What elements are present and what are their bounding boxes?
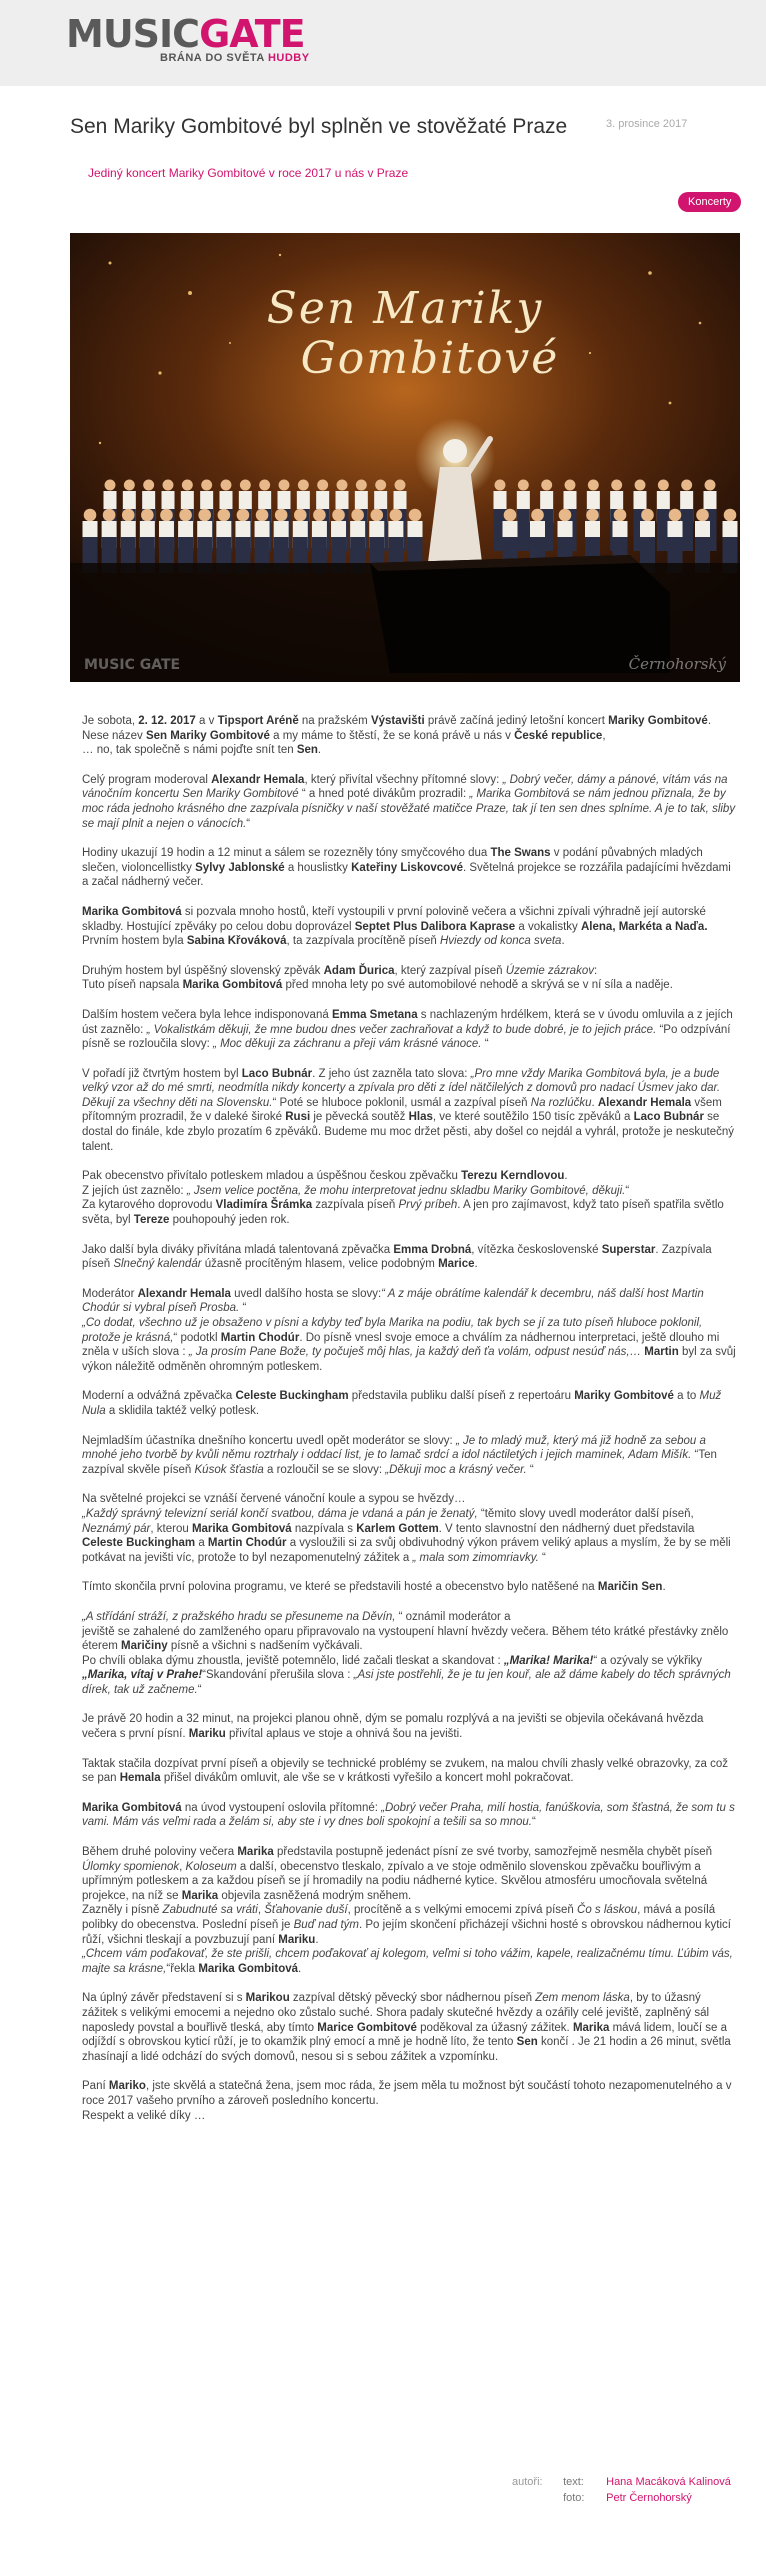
choir-singer-head (409, 509, 422, 522)
photographer-link[interactable]: Petr Černohorský (606, 2492, 692, 2504)
choir-singer-head (588, 480, 599, 491)
choir-singer-head (256, 509, 269, 522)
choir-singer-head (565, 480, 576, 491)
choir-singer-head (179, 509, 192, 522)
choir-singer-head (495, 480, 506, 491)
choir-singer-head (611, 480, 622, 491)
concert-photo-illustration (70, 233, 740, 682)
piano (370, 555, 670, 673)
choir-singer-head (163, 480, 174, 491)
choir-singer-head (541, 480, 552, 491)
paragraph: Dalším hostem večera byla lehce indisponovaná Emma Smetana s nachlazeným hrdélkem, která se v úvodu omluvila a z jejích úst zaznělo: „ Vokalistkám děkuji, že mne budou dnes večer zachraňovat a když to bude dobré, je to jejich práce. “Po odzpívání písně se rozloučila slovy: „ Moc děkuji za záchranu a přeji vám krásné vánoce. “ (82, 1008, 733, 1051)
choir-singer-head (635, 480, 646, 491)
choir-singer-vest (517, 509, 530, 551)
paragraph: Je sobota, 2. 12. 2017 a v Tipsport Aréně na pražském Výstavišti právě začíná jediný letošní koncert Mariky Gombitové. Nese název Sen Mariky Gombitové a my máme to štěstí, že se koná právě u nás v České republice, … no, tak společně s námi pojďte snít ten Sen. (82, 715, 712, 757)
choir-singer-head (332, 509, 345, 522)
choir-singer-head (356, 480, 367, 491)
paragraph: Druhým hostem byl úspěšný slovenský zpěvák Adam Ďurica, který zazpíval píseň Územie zázrakov: Tuto píseň napsala Marika Gombitová před mnoha lety po své automobilové nehodě a skrývá se v ní síla a naděje. (82, 964, 673, 992)
paragraph: Jako další byla diváky přivítána mladá talentovaná zpěvačka Emma Drobná, vítězka československé Superstar. Zazpívala píseň Slnečný kalendár úžasně procítěným hlasem, velice podobným Marice. (82, 1243, 712, 1271)
choir-singer-head (124, 480, 135, 491)
choir-singer-head (337, 480, 348, 491)
paragraph: Moderátor Alexandr Hemala uvedl dalšího hosta se slovy:“ A z máje obrátíme kalendář k decembru, náš další host Martin Chodúr si vybral píseň Prosba. “ „Co dodat, všechno už je obsaženo v písni a kdyby teď byla Marika na podiu, tak bych se jí za tuto píseň hluboce poklonil, protože je krásná,“ podotkl Martin Chodúr. Do písně vnesl svoje emoce a chválím za nádhernou interpretaci, ještě dlouho mi zněla v uších slova : „ Ja prosím Pane Bože, ty počuješ môj hlas, ja každý deň ťa volám, odpust nesúď nás,… Martin byl za svůj výkon náležitě odměněn ohromným potleskem. (82, 1287, 736, 1373)
paragraph: Na světelné projekci se vznáší červené vánoční koule a sypou se hvězdy… „Každý správný televizní seriál končí svatbou, dáma je vdaná a pán je ženatý, “těmito slovy uvedl moderátor další píseň, Neznámý pár, kterou Marika Gombitová nazpívala s Karlem Gottem. V tento slavnostní den nádherný duet představila Celeste Buckingham a Martin Chodúr a vysloužili si za svůj obdivuhodný výkon právem veliký aplaus a myslím, že by se měli potkávat na jevišti víc, protože to byl nezapomenutelný zážitek a „ mala som zimomriavky. “ (82, 1493, 731, 1564)
choir-singer-head (198, 509, 211, 522)
choir-singer-head (504, 509, 517, 522)
choir-singer-head (317, 480, 328, 491)
choir-singer-head (658, 480, 669, 491)
choir-singer-head (531, 509, 544, 522)
choir-singer-head (518, 480, 529, 491)
paragraph: Marika Gombitová si pozvala mnoho hostů, kteří vystoupili v první polovině večera a všichni zpívali výhradně její autorské skladby. Hostující zpěváky po celou dobu doprovázel Septet Plus Dalibora Kaprase a vokalistky Alena, Markéta a Naďa. Prvním hostem byla Sabina Křováková, ta zazpívala procítěně píseň Hviezdy od konca sveta. (82, 905, 708, 948)
paragraph: Celý program moderoval Alexandr Hemala, který přivítal všechny přítomné slovy: „ Dobrý večer, dámy a pánové, vítám vás na vánočním koncertu Sen Mariky Gombitové “ a hned poté divákům prozradil: „ Marika Gombitová se nám jednou přiznala, že by moc ráda jednoho krásného dne zazpívala písničky v naší stověžaté matičce Praze, tak jí ten sen dnes splníme. A je to tak, sliby se mají plnit a nejen o vánocích.“ (82, 773, 736, 830)
choir-singer-head (237, 509, 250, 522)
article-body (82, 714, 736, 2138)
paragraph: Během druhé poloviny večera Marika představila postupně jedenáct písní ze své tvorby, samozřejmě nesměla chybět píseň Úlomky spomienok, Koloseum a další, obecenstvo tleskalo, zpívalo a ve stoje odměnilo slovenskou zpěvačku bouřlivým a upřímným potleskem a za každou píseň se jí hromadily na podiu nádherné kytice. Skvělou atmosféru umocňovala světelná projekce, na níž se Marika objevila zasněžená modrým sněhem. Zazněly i písně Zabudnuté sa vráti, Šťahovanie duší, procítěně a s velkými emocemi zpívá píseň Čo s láskou, mává a posílá polibky do obecenstva. Poslední píseň je Buď nad tým. Po jejím skončení přicházejí všichni hosté s obrovskou nádhernou kyticí růží, všichni tleskají a povzbuzují paní Mariku. „Chcem vám poďakovať, že ste prišli, chcem poďakovať aj kolegom, veľmi si toho vážim, kapele, realizačnému tímu. Ľúbim vás, majte sa krásne,“řekla Marika Gombitová. (82, 1846, 733, 1975)
article-header (70, 114, 590, 140)
paragraph: Moderní a odvážná zpěvačka Celeste Buckingham představila publiku další píseň z repertoáru Mariky Gombitové a to Muž Nula a sklidila taktéž velký potlesk. (82, 1390, 722, 1417)
paragraph: V pořadí již čtvrtým hostem byl Laco Bubnár. Z jeho úst zazněla tato slova: „Pro mne vždy Marika Gombitová byla, je a bude velký vzor až do mé smrti, neodmítla nikdy koncerty a zpívala pro děti z ídel nätčilelých z domovů pro nadací Úsmev jako dar. Děkují za všechny děti na Slovensku.“ Poté se hluboce poklonil, usmál a zazpíval píseň Na rozlúčku. Alexandr Hemala všem přítomným prozradil, že v daleké široké Rusi je pěvecká soutěž Hlas, ve které soutěžilo 150 tisíc zpěváků a Laco Bubnár se dostal do finále, kde zbylo prozatím 6 zpěváků. Budeme mu moc držet pěsti, aby došel co nejdál a vyhrál, protože je neskutečný talent. (82, 1067, 735, 1153)
choir-singer-head (182, 480, 193, 491)
choir-singer-head (614, 509, 627, 522)
choir-singer-head (724, 509, 737, 522)
article-photo (70, 233, 740, 682)
credit-photo: foto: Petr Černohorský (563, 2492, 692, 2504)
choir-singer-head (390, 509, 403, 522)
paragraph: Na úplný závěr představení si s Marikou zazpíval dětský pěvecký sbor nádhernou píseň Zem menom láska, by to úžasný zážitek s velikými emocemi a nejedno oko zůstalo suché. Shora padaly skutečné hvězdy a ozářily celé jeviště, zaplněný sál naposledy povstal a bouřlivě tleská, aby tímto Marice Gombitové poděkoval za úžasný zážitek. Marika mává lidem, loučí se a odjíždí s obrovskou kyticí růží, je to okamžik plný emocí a mně je hodně líto, že tento Sen končí . Je 21 hodin a 26 minut, světla zhasínají a lidé odchází do svých domovů, nesou si s sebou zážitek a vzpomínku. (82, 1992, 731, 2063)
choir-singer-head (240, 480, 251, 491)
site-header (0, 0, 766, 86)
article-date: 3. prosince 2017 (606, 118, 688, 130)
choir-singer-head (160, 509, 173, 522)
credit-text: autoři: text: Hana Macáková Kalinová (512, 2476, 731, 2488)
credits-block (512, 2474, 731, 2506)
choir-singer-head (395, 480, 406, 491)
choir-singer-head (259, 480, 270, 491)
choir-singer-head (294, 509, 307, 522)
paragraph: Nejmladším účastníka dnešního koncertu uvedl opět moderátor se slovy: „ Je to mladý muž, který má již hodně za sebou a mnohé jeho tvorbě by kvůli němu roztrhaly i oddací list, je to lamač srdcí a idol náctiletých i jejich maminek, Adam Mišík. “Ten zazpíval skvěle píseň Kúsok šťastia a rozloučil se se slovy: „Děkuji moc a krásný večer. “ (82, 1434, 717, 1476)
photo-watermark-left: MUSIC GATE (84, 657, 181, 673)
category-badge[interactable]: Koncerty (678, 192, 741, 212)
choir-singer-head (105, 480, 116, 491)
photo-watermark-right: Černohorský (628, 655, 726, 673)
choir-singer-head (375, 480, 386, 491)
site-logo[interactable] (66, 14, 310, 64)
paragraph: Paní Mariko, jste skvělá a statečná žena, jsem moc ráda, že jsem měla tu možnost být součástí tohoto nezapomenutelného a v roce 2017 vašeho prvního a zároveň posledního koncertu. Respekt a veliké díky … (82, 2080, 732, 2122)
choir-singer-head (298, 480, 309, 491)
author-link[interactable]: Hana Macáková Kalinová (606, 2476, 731, 2488)
paragraph: Marika Gombitová na úvod vystoupení oslovila přítomné: „Dobrý večer Praha, milí hostia, fanúškovia, som šťastná, že som tu s vami. Mám vás veľmi rada a želám si, aby ste i vy dnes boli spokojní a tešili sa so mnou.“ (82, 1801, 735, 1829)
paragraph: Taktak stačila dozpívat první píseň a objevily se technické problémy se zvukem, na malou chvíli zhasly velké obrazovky, za což se pan Hemala přišel divákům omluvit, ale vše se v krátkosti vyřešilo a koncert mohl pokračovat. (82, 1757, 728, 1785)
choir-singer-head (275, 509, 288, 522)
choir-singer-head (103, 509, 116, 522)
logo-wordmark: MUSICGATE (66, 12, 305, 56)
choir-singer-head (313, 509, 326, 522)
paragraph: Hodiny ukazují 19 hodin a 12 minut a sálem se rozezněly tóny smyčcového dua The Swans v podání půvabných mladých slečen, violoncellistky Sylvy Jablonské a houslistky Kateřiny Liskovcové. Světelná projekce se rozzářila padajícími hvězdami a začal nádherný večer. (82, 847, 731, 889)
choir-singer-head (143, 480, 154, 491)
choir-singer-head (370, 509, 383, 522)
logo-tagline: BRÁNA DO SVĚTA HUDBY (160, 52, 310, 64)
choir-singer-head (279, 480, 290, 491)
photo-headline-2: Gombitové (300, 333, 560, 384)
choir-singer-head (218, 509, 231, 522)
choir-singer-head (669, 509, 682, 522)
paragraph: Je právě 20 hodin a 32 minut, na projekci planou ohně, dým se pomalu rozplývá a na jevišti se objevila očekávaná hvězda večera s první písní. Mariku přivítal aplaus ve stoje a ohnivá šou na jevišti. (82, 1713, 704, 1741)
choir-singer-head (681, 480, 692, 491)
choir-singer-head (141, 509, 154, 522)
article-title[interactable]: Sen Mariky Gombitové byl splněn ve stověžaté Praze (70, 115, 568, 138)
choir-singer-head (641, 509, 654, 522)
choir-singer-head (586, 509, 599, 522)
choir-singer-head (559, 509, 572, 522)
photo-headline-1: Sen Mariky (266, 283, 544, 334)
choir-singer-head (221, 480, 232, 491)
paragraph: „A střídání stráží, z pražského hradu se přesuneme na Děvín, “ oznámil moderátor a jeviště se zahalené do zamlženého oparu připravovalo na vystoupení hlavní hvězdy večera. Během této krátké přestávky znělo éterem Maričiny písně a všichni s nadšením vyčkávali. Po chvíli oblaka dýmu zhoustla, jeviště potemnělo, lidé začali tleskat a skandovat : „Marika! Marika!“ a ozývaly se výkřiky „Marika, vítaj v Prahe!“Skandování přerušila slova : „Asi jste postřehli, že je tu jen kouř, ale až dáme kabely do těch správných dírek, tak už začneme.“ (82, 1610, 731, 1696)
credits-label: autoři: (512, 2476, 543, 2488)
paragraph: Tímto skončila první polovina programu, ve které se představili hosté a obecenstvo bylo natěšené na Maričin Sen. (82, 1581, 666, 1594)
choir-singer-head (696, 509, 709, 522)
choir-singer-head (201, 480, 212, 491)
choir-singer-head (351, 509, 364, 522)
choir-singer-head (122, 509, 135, 522)
article-subtitle: Jediný koncert Mariky Gombitové v roce 2017 u nás v Praze (88, 166, 409, 180)
choir-singer-head (84, 509, 97, 522)
choir-singer-head (705, 480, 716, 491)
paragraph: Pak obecenstvo přivítalo potleskem mladou a úspěšnou českou zpěvačku Terezu Kerndlovou. Z jejích úst zaznělo: „ Jsem velice poctěna, že mohu interpretovat jednu skladbu Mariky Gombitové, děkuji.“ Za kytarového doprovodu Vladimíra Šrámka zazpívala píseň Prvý príbeh. A jen pro zajímavost, když tato píseň spatřila světlo světa, byl Tereze pouhopouhý jeden rok. (82, 1170, 724, 1227)
